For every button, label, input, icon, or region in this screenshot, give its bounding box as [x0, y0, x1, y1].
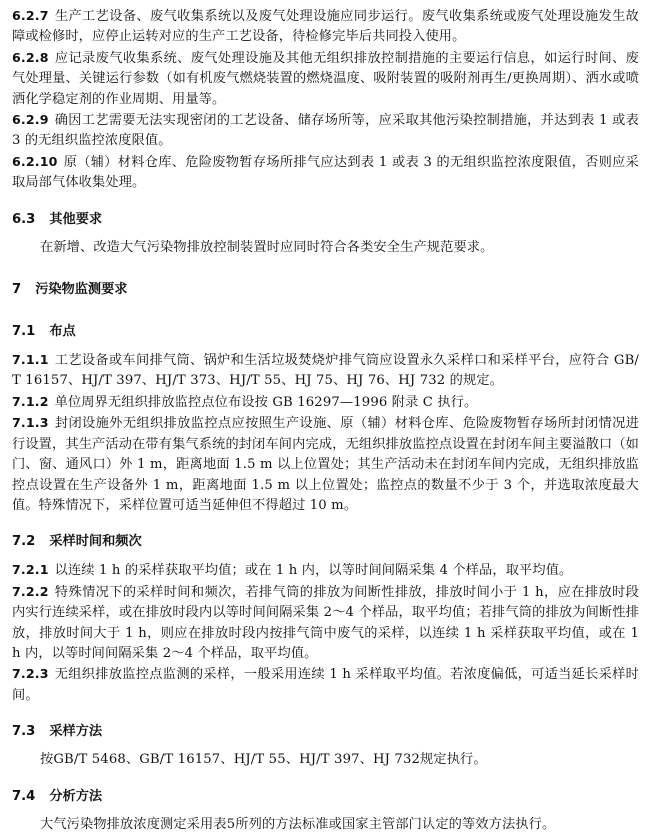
heading-number: 7	[12, 282, 22, 298]
section-heading-7-4	[12, 787, 639, 807]
clause-text: 封闭设施外无组织排放监控点应按照生产设施、原（辅）材料仓库、危险废物暂存场所封闭情况进行设置，其生产活动在带有集气系统的封闭车间内完成，无组织排放监控点设置在封闭车间主要溢散口（如门、窗、通风口）外 1 m，距离地面 1.5 m 以上位置处；其生产活动未在封闭车间内完成，无组织排放监控点设置在生产设备外 1 m，距离地面 1.5 m 以上位置处；监控点的数量不少于 3 个，并选取浓度最大值。特殊情况下，采样位置可适当延伸但不得超过 10 m。	[12, 416, 639, 513]
clause-text: 无组织排放监控点监测的采样，一般采用连续 1 h 采样取平均值。若浓度偏低，可适当延长采样时间。	[12, 667, 639, 703]
clause-number: 7.2.3	[12, 666, 49, 682]
section-heading-6-3	[12, 210, 639, 230]
heading-number: 7.4	[12, 788, 36, 804]
section-heading-7-1	[12, 322, 639, 342]
clause-text: 工艺设备或车间排气筒、锅炉和生活垃圾焚烧炉排气筒应设置永久采样口和采样平台，应符合 GB/T 16157、HJ/T 397、HJ/T 373、HJ/T 55、HJ 75、HJ 76、HJ 732 的规定。	[12, 353, 639, 389]
clause-text: 以连续 1 h 的采样获取平均值；或在 1 h 内，以等时间间隔采集 4 个样品，取平均值。	[54, 563, 573, 579]
clause-number: 6.2.9	[12, 112, 49, 128]
clause-7-1-3	[12, 413, 639, 516]
clause-7-2-1	[12, 560, 639, 581]
clause-7-2-3	[12, 664, 639, 706]
section-heading-7-2	[12, 532, 639, 552]
heading-title: 分析方法	[49, 788, 103, 804]
heading-title: 布点	[49, 324, 76, 340]
clause-7-1-1	[12, 350, 639, 392]
heading-number: 7.2	[12, 534, 36, 550]
clause-text: 生产工艺设备、废气收集系统以及废气处理设施应同步运行。废气收集系统或废气处理设施发生故障或检修时，应停止运转对应的生产工艺设备，待检修完毕后共同投入使用。	[12, 9, 639, 45]
clause-text: 原（辅）材料仓库、危险废物暂存场所排气应达到表 1 或表 3 的无组织监控浓度限值，否则应采取局部气体收集处理。	[12, 154, 639, 191]
clause-6-2-10	[12, 152, 639, 194]
paragraph-7-3: 按GB/T 5468、GB/T 16157、HJ/T 55、HJ/T 397、HJ 732规定执行。	[40, 752, 487, 768]
heading-number: 7.3	[12, 724, 36, 740]
clause-number: 7.1.3	[12, 415, 49, 431]
clause-text: 单位周界无组织排放监控点位布设按 GB 16297—1996 附录 C 执行。	[54, 394, 478, 410]
clause-number: 6.2.10	[12, 153, 58, 169]
clause-number: 7.1.2	[12, 393, 49, 409]
clause-number: 7.1.1	[12, 352, 49, 368]
clause-6-2-7	[12, 6, 639, 48]
heading-number: 7.1	[12, 324, 36, 340]
heading-number: 6.3	[12, 211, 36, 227]
clause-text: 特殊情况下的采样时间和频次，若排气筒的排放为间断性排放，排放时间小于 1 h，应在排放时段内实行连续采样，或在排放时段内以等时间间隔采集 2～4 个样品，取平均值；若排气筒的排放为间断性排放，排放时间大于 1 h，则应在排放时段内按排气筒中废气的采样，以连续 1 h 采样获取平均值，或在 1 h 内，以等时间间隔采集 2～4 个样品，取平均值。	[12, 584, 639, 661]
heading-title: 其他要求	[49, 211, 103, 227]
paragraph-7-4: 大气污染物排放浓度测定采用表5所列的方法标准或国家主管部门认定的等效方法执行。	[40, 816, 556, 832]
heading-title: 污染物监测要求	[35, 282, 128, 298]
clause-text: 确因工艺需要无法实现密闭的工艺设备、储存场所等，应采取其他污染控制措施，并达到表 1 或表 3 的无组织监控浓度限值。	[12, 113, 639, 149]
clause-number: 6.2.7	[12, 8, 49, 23]
clause-number: 7.2.2	[12, 583, 49, 599]
heading-title: 采样方法	[49, 724, 103, 740]
clause-6-2-9	[12, 110, 639, 152]
clause-6-2-8	[12, 48, 639, 110]
section-heading-7-3	[12, 722, 639, 742]
clause-7-2-2	[12, 582, 639, 665]
clause-text: 应记录废气收集系统、废气处理设施及其他无组织排放控制措施的主要运行信息，如运行时间、废气处理量、关键运行参数（如有机废气燃烧装置的燃烧温度、吸附装置的吸附剂再生/更换周期）、洒水或喷洒化学稳定剂的作业周期、用量等。	[12, 50, 639, 107]
heading-title: 采样时间和频次	[49, 534, 142, 550]
clause-7-1-2	[12, 392, 639, 413]
paragraph-6-3: 在新增、改造大气污染物排放控制装置时应同时符合各类安全生产规范要求。	[40, 239, 494, 255]
section-heading-7	[12, 280, 639, 300]
clause-number: 7.2.1	[12, 562, 49, 578]
clause-number: 6.2.8	[12, 49, 49, 65]
